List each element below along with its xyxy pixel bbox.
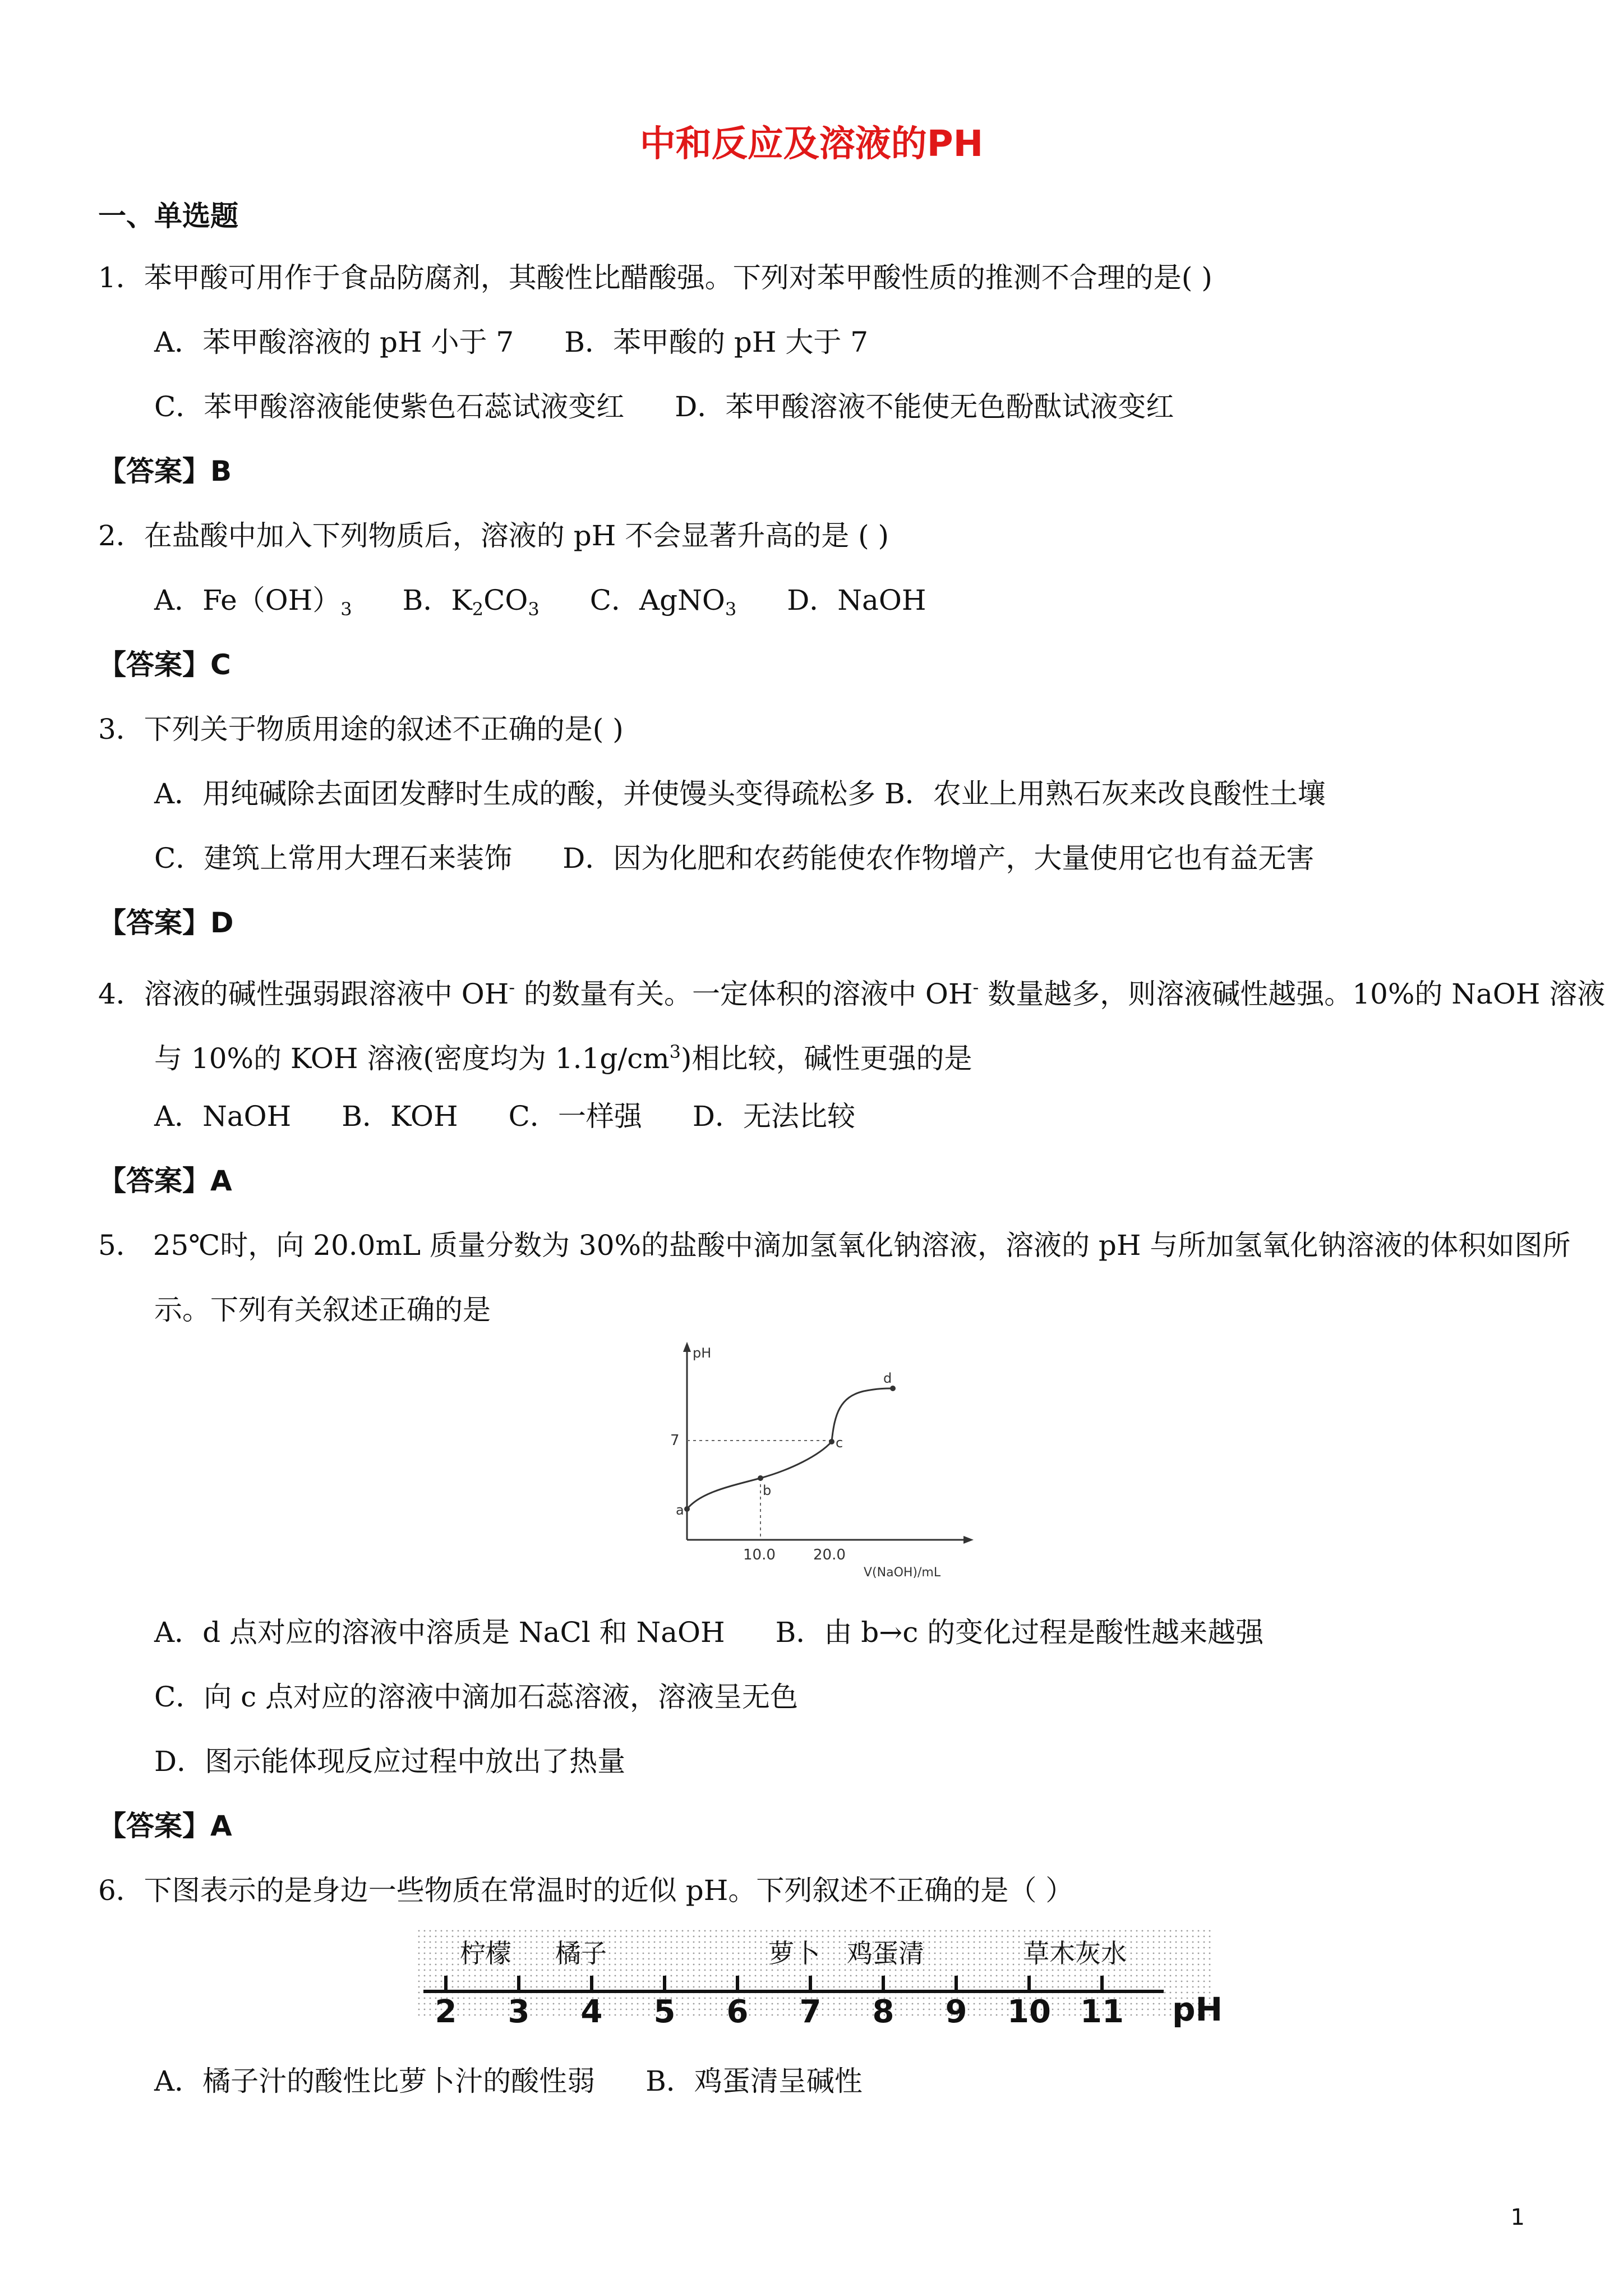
y-axis-arrow [683, 1342, 691, 1352]
ph-item-label: 鸡蛋清 [847, 1938, 924, 1968]
oh-superscript-2: - [972, 977, 979, 998]
question-1-options-row-2 [154, 390, 1174, 424]
question-2-stem: 2．在盐酸中加入下列物质后，溶液的 pH 不会显著升高的是 ( ) [98, 519, 889, 552]
point-b [758, 1475, 763, 1481]
page-number: 1 [1510, 2205, 1525, 2230]
graph-point-c-label: c [836, 1435, 843, 1451]
question-2-options [154, 583, 926, 626]
graph-y7-label: 7 [670, 1432, 680, 1449]
question-3-option-c: C．建筑上常用大理石来装饰 [154, 842, 513, 875]
question-6-stem: 6．下图表示的是身边一些物质在常温时的近似 pH。下列叙述不正确的是（ ） [98, 1874, 1074, 1907]
question-2-option-c [590, 583, 736, 626]
titration-curve-graph [662, 1335, 976, 1588]
ph-tick-label: 3 [508, 1994, 530, 2030]
question-4-answer: 【答案】A [98, 1165, 232, 1197]
question-1-stem: 1．苯甲酸可用作于食品防腐剂，其酸性比醋酸强。下列对苯甲酸性质的推测不合理的是( ) [98, 261, 1212, 294]
question-2-option-a [154, 583, 352, 626]
option-a-subscript: 3 [340, 599, 352, 620]
cm3-superscript: 3 [669, 1041, 681, 1062]
option-c-text: C．AgNO [589, 584, 725, 616]
question-2-option-d: D．NaOH [787, 584, 926, 616]
ph-tick-label: 10 [1007, 1994, 1051, 2030]
question-4-option-b: B．KOH [342, 1100, 458, 1133]
page-title: 中和反应及溶液的PH [639, 123, 984, 165]
titration-curve [687, 1388, 893, 1509]
point-c [829, 1439, 834, 1444]
ph-item-group [460, 1938, 1127, 1968]
graph-x10-label: 10.0 [743, 1547, 776, 1563]
question-1-options-row-1 [154, 325, 868, 359]
question-1-answer: 【答案】B [98, 455, 232, 487]
question-2-option-b [403, 583, 540, 626]
question-5-option-c: C．向 c 点对应的溶液中滴加石蕊溶液，溶液呈无色 [154, 1681, 799, 1713]
question-5-answer: 【答案】A [98, 1810, 232, 1842]
option-b-text: B．K [402, 584, 472, 616]
option-a-text: A．Fe（OH） [154, 584, 341, 616]
point-a [684, 1506, 690, 1512]
question-3-stem: 3．下列关于物质用途的叙述不正确的是( ) [98, 713, 624, 746]
option-b-text-mid: CO [483, 584, 528, 616]
question-3-option-d: D．因为化肥和农药能使农作物增产，大量使用它也有益无害 [562, 842, 1315, 875]
ph-scale-diagram [418, 1930, 1223, 2042]
ph-tick-label: 11 [1080, 1994, 1124, 2030]
ph-item-label: 草木灰水 [1023, 1938, 1127, 1968]
option-c-subscript: 3 [725, 599, 737, 620]
question-1-option-a: A．苯甲酸溶液的 pH 小于 7 [154, 326, 514, 358]
question-3-options-cd [154, 841, 1314, 875]
stem-part-1: 4．溶液的碱性强弱跟溶液中 OH [98, 978, 509, 1010]
ph-tick-label: 7 [799, 1994, 822, 2030]
graph-point-d-label: d [883, 1370, 892, 1386]
question-6-option-b: B．鸡蛋清呈碱性 [645, 2065, 863, 2097]
question-3-answer: 【答案】D [98, 907, 234, 939]
question-3-options-ab: A．用纯碱除去面团发酵时生成的酸，并使馒头变得疏松多 B．农业上用熟石灰来改良酸性土壤 [154, 777, 1326, 810]
ph-item-label: 萝卜 [768, 1938, 820, 1968]
ph-tick-label: 4 [580, 1994, 603, 2030]
question-1-option-d: D．苯甲酸溶液不能使无色酚酞试液变红 [675, 390, 1174, 423]
question-4-option-a: A．NaOH [154, 1100, 292, 1133]
section-heading: 一、单选题 [98, 200, 238, 232]
graph-xlabel: V(NaOH)/mL [864, 1566, 941, 1580]
stem2-part-2: )相比较，碱性更强的是 [680, 1042, 972, 1075]
question-5-option-b: B．由 b→c 的变化过程是酸性越来越强 [775, 1616, 1264, 1649]
question-1-option-c: C．苯甲酸溶液能使紫色石蕊试液变红 [154, 390, 625, 423]
ph-tick-label: 8 [872, 1994, 895, 2030]
stem2-part-1: 与 10%的 KOH 溶液(密度均为 1.1g/cm [154, 1042, 670, 1075]
ph-item-label: 橘子 [555, 1938, 607, 1968]
question-5-option-a: A．d 点对应的溶液中溶质是 NaCl 和 NaOH [154, 1616, 725, 1649]
question-5-option-d: D．图示能体现反应过程中放出了热量 [154, 1745, 626, 1778]
ph-tick-label: 2 [435, 1994, 457, 2030]
option-b-subscript-2: 3 [528, 599, 540, 620]
question-4-option-c: C．一样强 [508, 1100, 642, 1133]
option-b-subscript-1: 2 [472, 599, 484, 620]
stem-part-3: 数量越多，则溶液碱性越强。10%的 NaOH 溶液 [979, 978, 1606, 1010]
question-5-options-ab [154, 1616, 1264, 1649]
graph-point-a-label: a [676, 1502, 684, 1518]
graph-x20-label: 20.0 [813, 1547, 846, 1563]
ph-tick-label: 6 [726, 1994, 749, 2030]
stem-part-2: 的数量有关。一定体积的溶液中 OH [515, 978, 973, 1010]
question-2-answer: 【答案】C [98, 648, 231, 681]
question-1-option-b: B．苯甲酸的 pH 大于 7 [564, 326, 869, 358]
question-5-stem-line-2: 示。下列有关叙述正确的是 [154, 1294, 491, 1326]
question-4-option-d: D．无法比较 [692, 1100, 855, 1133]
ph-scale-unit: pH [1172, 1990, 1223, 2028]
question-6-options-ab [154, 2064, 863, 2098]
x-axis-arrow [963, 1536, 974, 1544]
question-4-stem-line-2 [154, 1035, 972, 1075]
ph-tick-label: 9 [945, 1994, 967, 2030]
graph-point-b-label: b [763, 1483, 772, 1498]
point-d [890, 1386, 896, 1391]
oh-superscript-1: - [509, 977, 515, 998]
question-4-stem [98, 970, 1605, 1011]
ph-tick-label: 5 [653, 1994, 676, 2030]
graph-ylabel: pH [693, 1345, 712, 1361]
question-5-stem: 5． 25℃时，向 20.0mL 质量分数为 30%的盐酸中滴加氢氧化钠溶液，溶液的 pH 与所加氢氧化钠溶液的体积如图所 [98, 1229, 1571, 1262]
ph-item-label: 柠檬 [460, 1938, 511, 1968]
question-4-options [154, 1099, 855, 1133]
question-6-option-a: A．橘子汁的酸性比萝卜汁的酸性弱 [154, 2065, 596, 2097]
